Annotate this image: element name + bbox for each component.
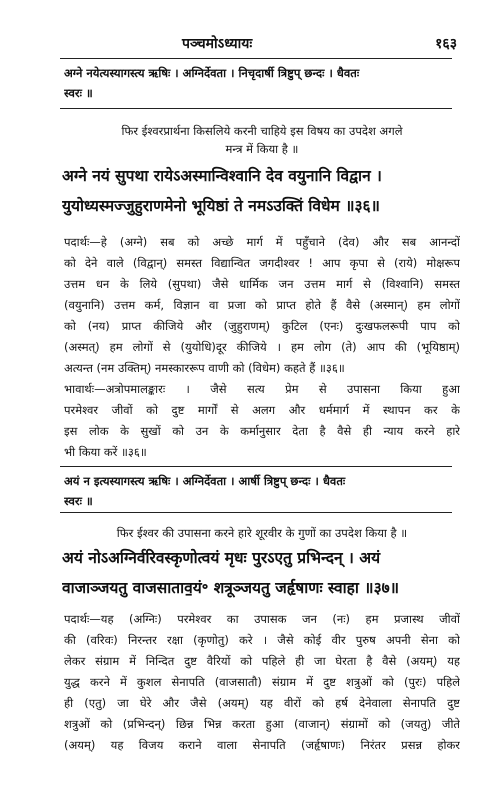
padartha-line: युद्ध करने में कुशल सेनापति (वाजसातौ) संग्राम में दुष्ट शत्रुओं को (पुरः) पहिले — [64, 675, 460, 689]
padartha-line: को (नय) प्राप्त कीजिये और (जुहुराणम्) कुटिल (एनः) दुःखफलरूपी पाप को — [64, 319, 460, 333]
page-header — [0, 34, 489, 56]
bhavartha-line: परमेश्वर जीवों को दुष्ट मार्गों से अलग और धर्ममार्ग में स्थापन कर के — [64, 403, 460, 417]
padartha-line: अत्यन्त (नम उक्तिम्) नमस्काररूप वाणी को (विधेम) कहते हैं ॥३६॥ — [64, 361, 345, 375]
intro-line: फिर ईश्वर की उपासना करने हारे शूरवीर के गुणों का उपदेश किया है ॥ — [116, 526, 408, 540]
mantra-line: वाजाञ्जयतु वाजसाताव॒यं॰ शत्रूञ्जयतु जर्हृषाणः स्वाहा ॥३७॥ — [62, 579, 399, 597]
bhavartha-line: भी किया करें ॥३६॥ — [64, 445, 147, 459]
mantra-line: युयोध्यस्मज्जुहुराणमेनो भूयिष्ठां ते नमऽउक्तिं विधेम ॥३६॥ — [62, 197, 380, 215]
meta-rishi-devata: अग्ने नयेत्यस्यागस्त्य ऋषिः । अग्निर्देवता । निचृदार्षी त्रिष्टुप् छन्दः । धैवतः — [64, 66, 360, 80]
section-rule — [60, 512, 452, 513]
page-number: १६३ — [435, 36, 457, 52]
intro-line: मन्त्र में किया है ॥ — [225, 142, 299, 156]
mantra-line: अयं नोऽअग्निर्वरिवस्कृणोत्वयं मृधः पुरऽएतु प्रभिन्दन् । अयं — [62, 549, 381, 567]
padartha-line: ही (एतु) जा घेरे और जैसे (अयम्) यह वीरों को हर्ष देनेवाला सेनापति दुष्ट — [64, 696, 460, 710]
padartha-line: (अस्मत्) हम लोगों से (युयोधि)दूर कीजिये । हम लोग (ते) आप की (भूयिष्ठाम्) — [64, 340, 460, 354]
meta-rishi-devata: अयं न इत्यस्यागस्त्य ऋषिः । अग्निर्देवता । आर्षी त्रिष्टुप् छन्दः । धैवतः — [64, 474, 346, 488]
intro-line: फिर ईश्वरप्रार्थना किसलिये करनी चाहिये इस विषय का उपदेश अगले — [121, 124, 403, 138]
mantra-line: अग्ने नयं सुपथा रायेऽअस्मान्विश्वानि देव वयुनानि विद्वान । — [62, 167, 382, 185]
padartha-line: उत्तम धन के लिये (सुपथा) जैसे धार्मिक जन उत्तम मार्ग से (विश्वानि) समस्त — [64, 277, 460, 291]
section-rule — [60, 466, 452, 467]
padartha-line: लेकर संग्राम में निन्दित दुष्ट वैरियों को पहिले ही जा घेरता है वैसे (अयम्) यह — [64, 654, 460, 668]
meta-svara: स्वरः ॥ — [64, 494, 93, 508]
meta-svara: स्वरः ॥ — [64, 86, 93, 100]
bhavartha-line: इस लोक के सुखों को उन के कर्मानुसार देता है वैसे ही न्याय करने हारे — [64, 424, 460, 438]
section-rule — [60, 108, 452, 109]
padartha-line: (अयम्) यह विजय कराने वाला सेनापति (जर्हृषाणः) निरंतर प्रसन्न होकर — [64, 738, 460, 752]
padartha-line: (वयुनानि) उत्तम कर्म, विज्ञान वा प्रजा को प्राप्त होते हैं वैसे (अस्मान्) हम लोगों — [64, 298, 460, 312]
padartha-line: शत्रुओं को (प्रभिन्दन्) छिन्न भिन्न करता हुआ (वाजान्) संग्रामों को (जयतु) जीते — [64, 717, 460, 731]
bhavartha-line: भावार्थः—अत्रोपमालङ्कारः । जैसे सत्य प्रेम से उपासना किया हुआ — [64, 382, 460, 396]
padartha-line: पदार्थः—हे (अग्ने) सब को अच्छे मार्ग में पहुँचाने (देव) और सब आनन्दों — [64, 235, 460, 249]
padartha-line: को देने वाले (विद्वान्) समस्त विद्यान्वित जगदीश्वर ! आप कृपा से (राये) मोक्षरूप — [64, 256, 460, 270]
padartha-line: पदार्थः—यह (अग्निः) परमेश्वर का उपासक जन (नः) हम प्रजास्थ जीवों — [64, 612, 460, 626]
header-rule — [60, 58, 452, 59]
padartha-line: की (वरिवः) निरन्तर रक्षा (कृणोतु) करे । जैसे कोई वीर पुरुष अपनी सेना को — [64, 633, 460, 647]
chapter-title: पञ्चमोऽध्यायः — [182, 36, 253, 52]
